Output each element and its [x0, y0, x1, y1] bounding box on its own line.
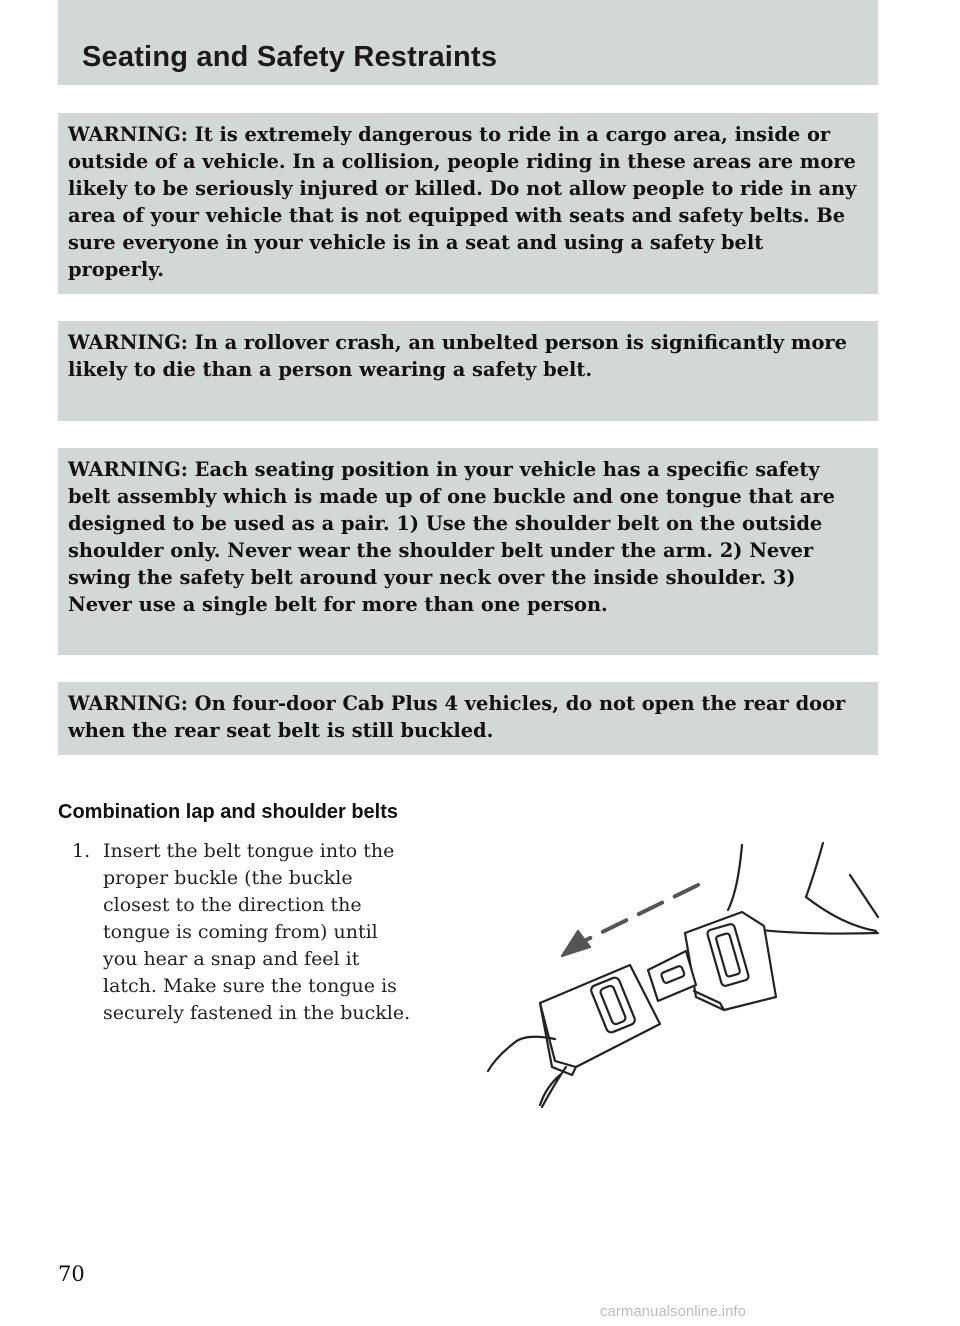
belt-webbing-upper [850, 875, 878, 917]
warning-box-belt-assembly: WARNING: Each seating position in your vehicle has a specific safety belt assembly which is made up of one buckle and one tongue that are designed to be used as a pair. 1) Use the shoulder belt on the outside shoulder only. Never wear the shoulder belt under the arm. 2) Never swing the safety belt around your neck over the inside shoulder. 3) Never use a single belt for more than one person. [58, 448, 878, 655]
warning-box-rollover: WARNING: In a rollover crash, an unbelted person is significantly more likely to die than a person wearing a safety belt. [58, 321, 878, 421]
page-number: 70 [58, 1262, 85, 1286]
step-line: tongue is coming from) until [103, 921, 378, 943]
seat-belt-buckle-illustration [480, 835, 880, 1120]
belt-buckle [540, 965, 660, 1067]
belt-webbing-upper [806, 843, 823, 897]
step-line: you hear a snap and feel it [103, 948, 360, 970]
step-line: proper buckle (the buckle [103, 867, 353, 889]
belt-tongue-blade [648, 951, 696, 1001]
section-title: Combination lap and shoulder belts [58, 801, 399, 823]
step-number: 1. [72, 840, 91, 862]
belt-webbing-upper [760, 930, 878, 934]
belt-webbing-upper [728, 845, 742, 910]
page-title: Seating and Safety Restraints [82, 41, 498, 73]
belt-webbing-lower [488, 1037, 555, 1071]
step-text [103, 838, 473, 1027]
watermark: carmanualsonline.info [600, 1303, 746, 1320]
arrow-head-icon [562, 931, 590, 956]
warning-box-rear-door: WARNING: On four-door Cab Plus 4 vehicles, do not open the rear door when the rear seat belt is still buckled. [58, 682, 878, 755]
step-line: Insert the belt tongue into the [103, 840, 395, 862]
step-line: latch. Make sure the tongue is [103, 975, 397, 997]
warning-box-cargo-area: WARNING: It is extremely dangerous to ride in a cargo area, inside or outside of a vehicle. In a collision, people riding in these areas are more likely to be seriously injured or killed. Do not allow people to ride in any area of your vehicle that is not equipped with seats and safety belts. Be sure everyone in your vehicle is in a seat and using a safety belt properly. [58, 113, 878, 294]
step-line: securely fastened in the buckle. [103, 1002, 411, 1024]
page-header [58, 0, 878, 85]
belt-webbing-upper [806, 897, 876, 931]
belt-webbing-lower [542, 1067, 566, 1107]
step-line: closest to the direction the [103, 894, 362, 916]
direction-arrow [584, 885, 698, 941]
